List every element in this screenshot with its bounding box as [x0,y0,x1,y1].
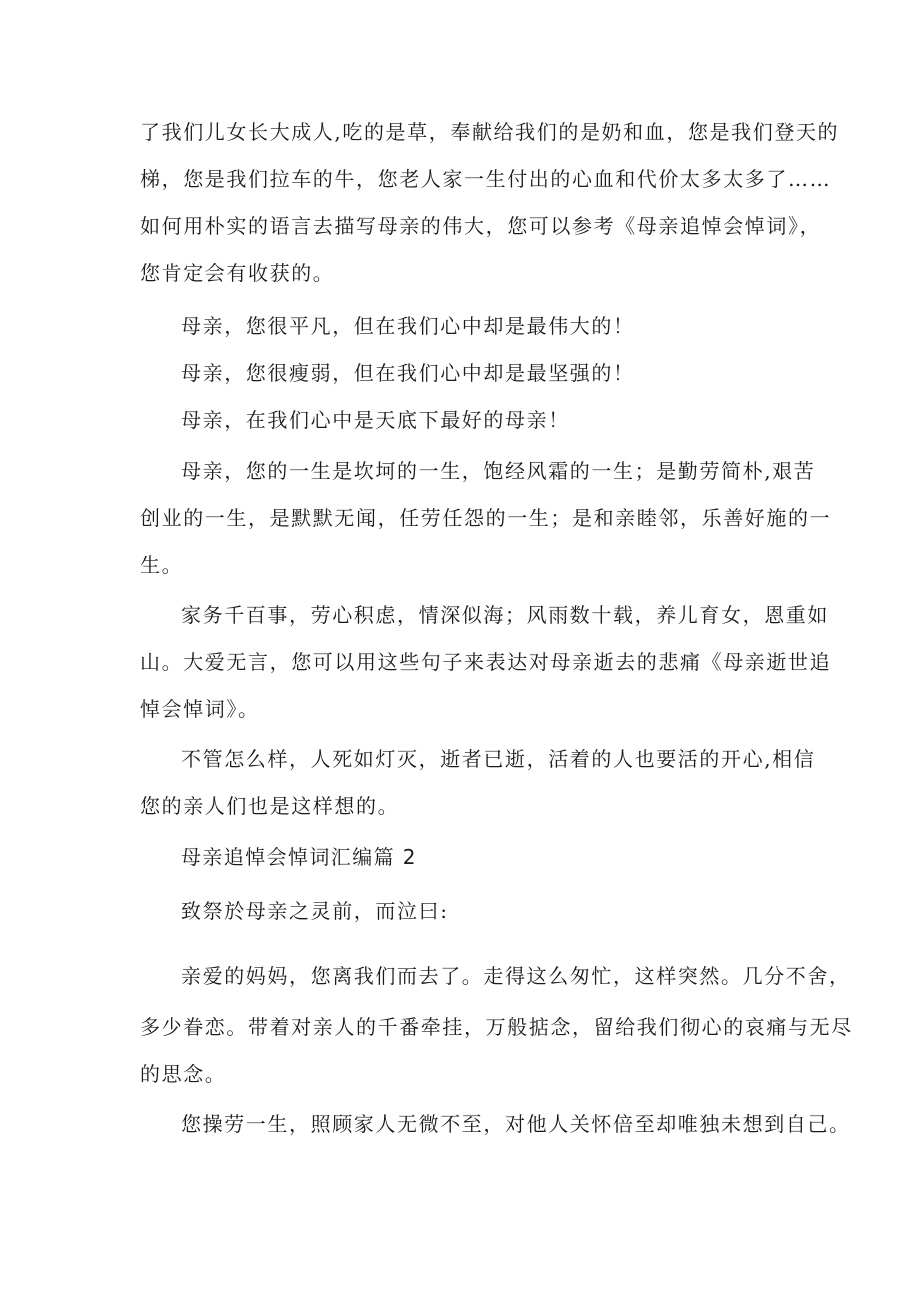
text-line: 创业的一生，是默默无闻，任劳任怨的一生；是和亲睦邻，乐善好施的一 [140,506,832,530]
section-heading: 母亲追悼会悼词汇编篇 2 [181,845,417,869]
text-line: 生。 [140,553,184,577]
text-line: 梯，您是我们拉车的牛，您老人家一生付出的心血和代价太多太多了…… [140,167,832,191]
text-line: 母亲，您很瘦弱，但在我们心中却是最坚强的！ [181,361,635,385]
text-line: 您的亲人们也是这样想的。 [140,794,400,818]
text-line: 如何用朴实的语言去描写母亲的伟大，您可以参考《母亲追悼会悼词》， [140,214,822,238]
text-line: 您操劳一生，照顾家人无微不至，对他人关怀倍至却唯独未想到自己。 [181,1112,851,1136]
text-line: 不管怎么样，人死如灯灭，逝者已逝，活着的人也要活的开心,相信 [181,747,816,771]
text-line: 亲爱的妈妈，您离我们而去了。走得这么匆忙，这样突然。几分不舍， [181,964,851,988]
text-line: 多少眷恋。带着对亲人的千番牵挂，万般掂念，留给我们彻心的哀痛与无尽 [140,1015,853,1039]
text-line: 山。大爱无言，您可以用这些句子来表达对母亲逝去的悲痛《母亲逝世追 [140,650,832,674]
text-line: 您肯定会有收获的。 [140,261,335,285]
text-line: 家务千百事，劳心积虑，情深似海；风雨数十载，养儿育女，恩重如 [181,603,829,627]
text-line: 母亲，您的一生是坎坷的一生，饱经风霜的一生；是勤劳简朴,艰苦 [181,459,816,483]
text-line: 的思念。 [140,1062,227,1086]
text-line: 母亲，您很平凡，但在我们心中却是最伟大的！ [181,314,635,338]
text-line: 了我们儿女长大成人,吃的是草，奉献给我们的是奶和血，您是我们登天的 [140,120,840,144]
text-line: 母亲，在我们心中是天底下最好的母亲！ [181,408,570,432]
text-line: 致祭於母亲之灵前，而泣曰: [181,899,449,923]
text-line: 悼会悼词》。 [140,697,260,721]
